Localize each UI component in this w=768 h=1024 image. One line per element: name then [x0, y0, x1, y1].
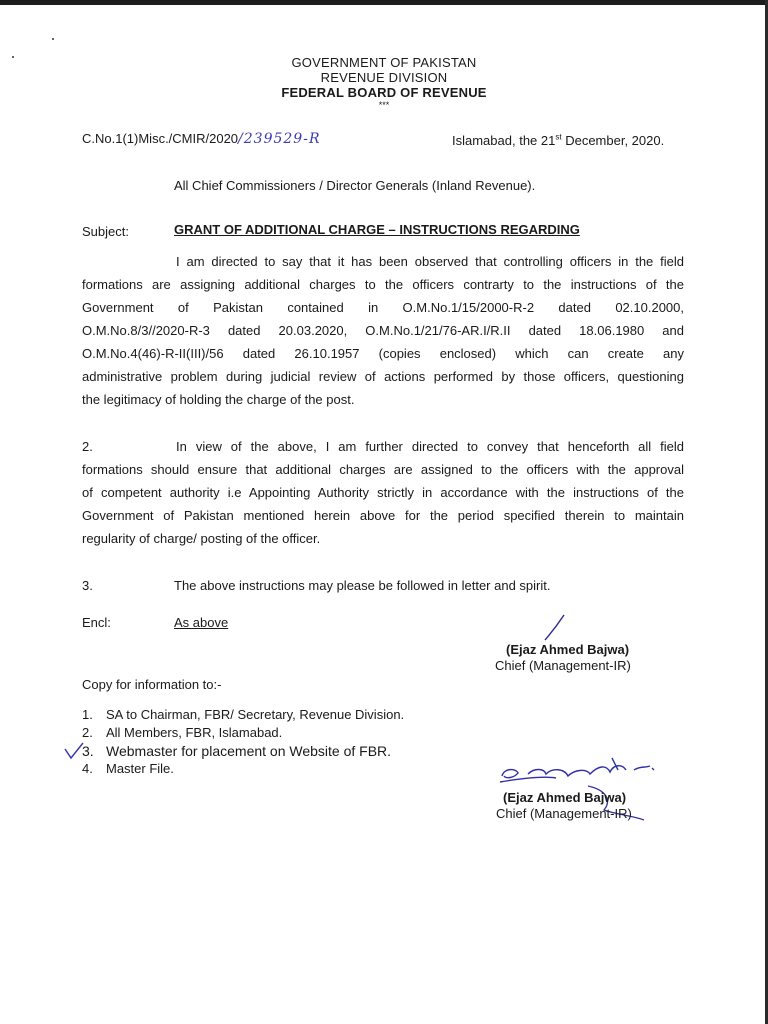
- list-item-text: All Members, FBR, Islamabad.: [106, 725, 283, 740]
- paragraph-2-line: In view of the above, I am further directed to convey that henceforth all field: [176, 439, 684, 454]
- handwritten-diary-number: /239529-R: [238, 131, 321, 147]
- header-division: REVENUE DIVISION: [320, 70, 448, 85]
- list-item-number: 2.: [82, 725, 93, 740]
- scan-speck: [52, 38, 54, 40]
- paragraph-1-line: O.M.No.8/3//2020-R-3 dated 20.03.2020, O.M.No.1/21/76-AR.I/R.II dated 18.06.1980 and: [82, 323, 684, 338]
- paragraph-2-line: Government of Pakistan mentioned herein above for the period specified therein to maintain: [82, 508, 684, 523]
- paragraph-2-line: of competent authority i.e Appointing Authority strictly in accordance with the instructions of the: [82, 485, 684, 500]
- list-item-number: 3.: [82, 743, 94, 759]
- paragraph-1-line: Government of Pakistan contained in O.M.No.1/15/2000-R-2 dated 02.10.2000,: [82, 300, 684, 315]
- copy-heading: Copy for information to:-: [82, 677, 222, 692]
- date-suffix: December, 2020.: [561, 133, 665, 148]
- place-date: [452, 133, 664, 148]
- paragraph-1-line: O.M.No.4(46)-R-II(III)/56 dated 26.10.1957 (copies enclosed) which can create any: [82, 346, 684, 361]
- list-item-number: 1.: [82, 707, 93, 722]
- date-prefix: Islamabad, the 21: [452, 133, 556, 148]
- list-item: [82, 706, 404, 724]
- addressee: All Chief Commissioners / Director Generals (Inland Revenue).: [174, 178, 536, 193]
- paragraph-2-line: regularity of charge/ posting of the officer.: [82, 531, 321, 546]
- list-item-text: Webmaster for placement on Website of FBR.: [106, 743, 392, 759]
- header-stars: ***: [378, 100, 390, 110]
- list-item: [82, 724, 404, 742]
- enclosure-value: As above: [174, 615, 229, 630]
- list-item: [82, 760, 404, 778]
- signature-stroke: [540, 612, 570, 642]
- copy-list: [82, 706, 404, 778]
- list-item-number: 4.: [82, 761, 93, 776]
- paragraph-1-line: I am directed to say that it has been observed that controlling officers in the field: [176, 254, 684, 269]
- signatory-1-name: (Ejaz Ahmed Bajwa): [506, 642, 630, 657]
- paragraph-3-text: The above instructions may please be followed in letter and spirit.: [174, 578, 551, 593]
- signatory-1-title: Chief (Management-IR): [495, 658, 631, 673]
- file-number: C.No.1(1)Misc./CMIR/2020: [82, 131, 239, 146]
- enclosure-label: Encl:: [82, 615, 111, 630]
- paragraph-1-line: the legitimacy of holding the charge of the post.: [82, 392, 355, 407]
- list-item-text: Master File.: [106, 761, 174, 776]
- list-item-text: SA to Chairman, FBR/ Secretary, Revenue Division.: [106, 707, 405, 722]
- subject-label: Subject:: [82, 224, 129, 239]
- signatory-2-title: Chief (Management-IR): [496, 806, 632, 821]
- paragraph-2-number: 2.: [82, 439, 93, 454]
- date-superscript: st: [555, 132, 562, 142]
- subject-text: GRANT OF ADDITIONAL CHARGE – INSTRUCTIONS REGARDING: [174, 222, 580, 237]
- paragraph-2-line: formations should ensure that additional charges are assigned to the officers with the approval: [82, 462, 684, 477]
- paragraph-3-number: 3.: [82, 578, 93, 593]
- reference-line: [82, 131, 320, 147]
- list-item: [82, 742, 404, 760]
- header-board: FEDERAL BOARD OF REVENUE: [281, 85, 487, 100]
- paragraph-1-line: administrative problem during judicial review of actions performed by those officers, questioning: [82, 369, 684, 384]
- paragraph-1-line: formations are assigning additional charges to the officers contrarty to the instructions of the: [82, 277, 684, 292]
- signatory-2-name: (Ejaz Ahmed Bajwa): [503, 790, 627, 805]
- scan-border-top: [0, 0, 768, 5]
- header-government: GOVERNMENT OF PAKISTAN: [291, 55, 477, 70]
